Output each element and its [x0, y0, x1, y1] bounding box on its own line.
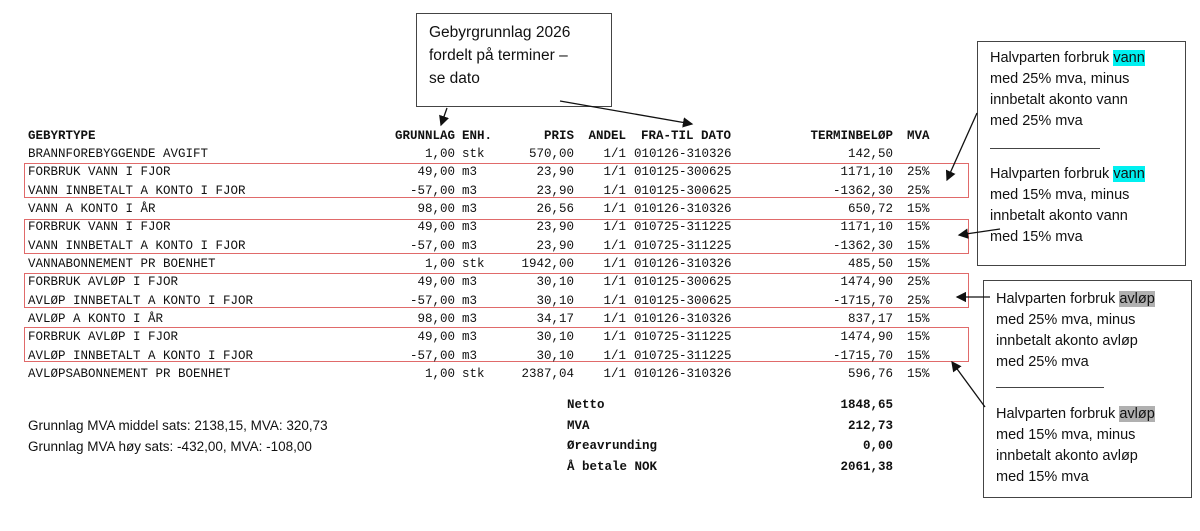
callout-line: Halvparten forbruk vann [990, 50, 1145, 66]
cell-grunnlag: -57,00 [409, 348, 455, 363]
cell-grunnlag: 1,00 [424, 147, 455, 161]
cell-andel: 1/1 [603, 220, 626, 235]
cell-fra-til-dato: 010126-310326 [634, 256, 732, 271]
cell-gebyrtype: FORBRUK VANN I FJOR [28, 165, 171, 180]
cell-fra-til-dato: 010725-311225 [634, 238, 732, 253]
cell-enh: m3 [462, 330, 478, 345]
cell-pris: 1942,00 [521, 256, 574, 271]
arrow-to-water-15 [959, 229, 1000, 235]
cell-fra-til-dato: 010725-311225 [634, 220, 732, 235]
total-label: Øreavrunding [567, 439, 658, 453]
cell-grunnlag: 49,00 [417, 330, 455, 345]
total-label: MVA [567, 419, 590, 433]
header-andel: ANDEL [588, 129, 626, 143]
cell-pris: 34,17 [536, 311, 574, 326]
vat-basis-middle: Grunnlag MVA middel sats: 2138,15, MVA: 320,73 [28, 418, 328, 433]
cell-pris: 23,90 [536, 183, 574, 198]
cell-terminbelop: 837,17 [847, 311, 893, 326]
cell-pris: 30,10 [536, 348, 574, 363]
cell-mva: 15% [907, 311, 930, 326]
header-terminbelop: TERMINBELØP [810, 129, 893, 143]
cell-andel: 1/1 [603, 311, 626, 326]
cell-mva: 15% [907, 256, 930, 271]
cell-terminbelop: 650,72 [847, 201, 893, 216]
cell-fra-til-dato: 010725-311225 [634, 348, 732, 363]
cell-grunnlag: 49,00 [417, 220, 455, 235]
cell-terminbelop: 1171,10 [840, 220, 893, 235]
cell-grunnlag: 49,00 [417, 275, 455, 290]
callout-line: med 25% mva [990, 113, 1083, 129]
cell-mva: 15% [907, 220, 930, 235]
callout-line: med 15% mva [996, 469, 1089, 485]
cell-andel: 1/1 [603, 348, 626, 363]
total-value: 0,00 [862, 439, 893, 453]
cell-enh: m3 [462, 293, 478, 308]
cell-enh: m3 [462, 165, 478, 180]
cell-grunnlag: -57,00 [409, 183, 455, 198]
cell-andel: 1/1 [603, 165, 626, 180]
callout-line: Halvparten forbruk avløp [996, 291, 1155, 307]
cell-fra-til-dato: 010126-310326 [634, 311, 732, 326]
cell-fra-til-dato: 010125-300625 [634, 165, 732, 180]
cell-enh: stk [462, 147, 485, 161]
highlighted-word: vann [1113, 166, 1145, 182]
cell-fra-til-dato: 010125-300625 [634, 293, 732, 308]
cell-andel: 1/1 [603, 330, 626, 345]
cell-andel: 1/1 [603, 275, 626, 290]
cell-fra-til-dato: 010126-310326 [634, 201, 732, 216]
cell-andel: 1/1 [603, 147, 626, 161]
cell-enh: m3 [462, 348, 478, 363]
cell-fra-til-dato: 010125-300625 [634, 275, 732, 290]
callout-line: med 25% mva, minus [996, 312, 1136, 328]
cell-grunnlag: -57,00 [409, 293, 455, 308]
cell-gebyrtype: AVLØP INNBETALT A KONTO I FJOR [28, 293, 254, 308]
cell-gebyrtype: AVLØP INNBETALT A KONTO I FJOR [28, 348, 254, 363]
cell-fra-til-dato: 010126-310326 [634, 366, 732, 381]
cell-terminbelop: 485,50 [847, 256, 893, 271]
cell-pris: 23,90 [536, 238, 574, 253]
cell-mva: 25% [907, 293, 930, 308]
cell-andel: 1/1 [603, 366, 626, 381]
cell-terminbelop: 1474,90 [840, 330, 893, 345]
cell-terminbelop: -1362,30 [832, 183, 893, 198]
cell-terminbelop: -1362,30 [832, 238, 893, 253]
cell-terminbelop: -1715,70 [832, 348, 893, 363]
cell-andel: 1/1 [603, 201, 626, 216]
cell-pris: 30,10 [536, 330, 574, 345]
cell-grunnlag: 98,00 [417, 201, 455, 216]
cell-grunnlag: -57,00 [409, 238, 455, 253]
cell-mva: 15% [907, 238, 930, 253]
cell-mva: 25% [907, 183, 930, 198]
callout-line: med 15% mva, minus [996, 427, 1136, 443]
cell-pris: 23,90 [536, 220, 574, 235]
cell-mva: 25% [907, 275, 930, 290]
arrow-to-grunnlag [441, 108, 447, 125]
cell-gebyrtype: VANN INNBETALT A KONTO I FJOR [28, 183, 246, 198]
callout-line: med 15% mva, minus [990, 187, 1130, 203]
cell-fra-til-dato: 010125-300625 [634, 183, 732, 198]
cell-gebyrtype: AVLØPSABONNEMENT PR BOENHET [28, 366, 231, 381]
cell-gebyrtype: VANN INNBETALT A KONTO I FJOR [28, 238, 246, 253]
cell-enh: m3 [462, 311, 478, 326]
cell-enh: stk [462, 366, 485, 381]
cell-grunnlag: 98,00 [417, 311, 455, 326]
cell-enh: m3 [462, 201, 478, 216]
highlighted-word: avløp [1119, 406, 1155, 422]
cell-enh: m3 [462, 238, 478, 253]
cell-pris: 26,56 [536, 201, 574, 216]
arrow-to-fra-til-dato [560, 101, 692, 124]
cell-gebyrtype: VANN A KONTO I ÅR [28, 201, 156, 216]
cell-mva: 15% [907, 366, 930, 381]
header-mva: MVA [907, 129, 930, 143]
cell-terminbelop: 142,50 [847, 147, 893, 161]
cell-grunnlag: 49,00 [417, 165, 455, 180]
cell-terminbelop: -1715,70 [832, 293, 893, 308]
callout-line: innbetalt akonto avløp [996, 333, 1138, 349]
callout-line: innbetalt akonto vann [990, 208, 1128, 224]
callout-line: innbetalt akonto vann [990, 92, 1128, 108]
cell-fra-til-dato: 010725-311225 [634, 330, 732, 345]
callout-line: se dato [429, 70, 480, 87]
cell-enh: m3 [462, 183, 478, 198]
cell-andel: 1/1 [603, 183, 626, 198]
arrow-to-water-25 [947, 113, 977, 180]
cell-andel: 1/1 [603, 256, 626, 271]
callout-line: fordelt på terminer – [429, 47, 568, 64]
cell-terminbelop: 596,76 [847, 366, 893, 381]
cell-terminbelop: 1474,90 [840, 275, 893, 290]
cell-gebyrtype: FORBRUK AVLØP I FJOR [28, 275, 179, 290]
cell-gebyrtype: BRANNFOREBYGGENDE AVGIFT [28, 147, 209, 161]
vat-basis-high: Grunnlag MVA høy sats: -432,00, MVA: -108,00 [28, 439, 312, 454]
header-grunnlag: GRUNNLAG [394, 129, 455, 143]
callout-line: med 25% mva, minus [990, 71, 1130, 87]
highlighted-word: vann [1113, 50, 1145, 66]
cell-fra-til-dato: 010126-310326 [634, 147, 732, 161]
total-value: 1848,65 [840, 398, 893, 412]
cell-andel: 1/1 [603, 293, 626, 308]
cell-grunnlag: 1,00 [424, 366, 455, 381]
cell-mva: 25% [907, 165, 930, 180]
cell-pris: 23,90 [536, 165, 574, 180]
callout-line: innbetalt akonto avløp [996, 448, 1138, 464]
cell-andel: 1/1 [603, 238, 626, 253]
arrow-to-sewer-15 [952, 362, 985, 407]
cell-gebyrtype: VANNABONNEMENT PR BOENHET [28, 256, 216, 271]
cell-pris: 30,10 [536, 275, 574, 290]
cell-enh: m3 [462, 275, 478, 290]
total-value: 2061,38 [840, 460, 893, 474]
cell-terminbelop: 1171,10 [840, 165, 893, 180]
callout-line: Halvparten forbruk vann [990, 166, 1145, 182]
cell-mva: 15% [907, 330, 930, 345]
cell-pris: 2387,04 [521, 366, 574, 381]
cell-enh: m3 [462, 220, 478, 235]
callout-line: med 15% mva [990, 229, 1083, 245]
highlighted-word: avløp [1119, 291, 1155, 307]
cell-pris: 30,10 [536, 293, 574, 308]
cell-grunnlag: 1,00 [424, 256, 455, 271]
cell-gebyrtype: FORBRUK AVLØP I FJOR [28, 330, 179, 345]
cell-mva: 15% [907, 201, 930, 216]
total-label: Netto [567, 398, 605, 412]
cell-mva: 15% [907, 348, 930, 363]
callout-line: Halvparten forbruk avløp [996, 406, 1155, 422]
cell-gebyrtype: AVLØP A KONTO I ÅR [28, 311, 164, 326]
total-value: 212,73 [847, 419, 893, 433]
header-fra-til-dato: FRA-TIL DATO [641, 129, 732, 143]
callout-line: Gebyrgrunnlag 2026 [429, 24, 571, 41]
cell-pris: 570,00 [528, 147, 574, 161]
cell-enh: stk [462, 256, 485, 271]
header-pris: PRIS [543, 129, 574, 143]
total-label: Å betale NOK [567, 460, 658, 474]
callout-line: med 25% mva [996, 354, 1089, 370]
header-enh: ENH. [462, 129, 493, 143]
cell-gebyrtype: FORBRUK VANN I FJOR [28, 220, 171, 235]
header-gebyrtype: GEBYRTYPE [28, 129, 96, 143]
